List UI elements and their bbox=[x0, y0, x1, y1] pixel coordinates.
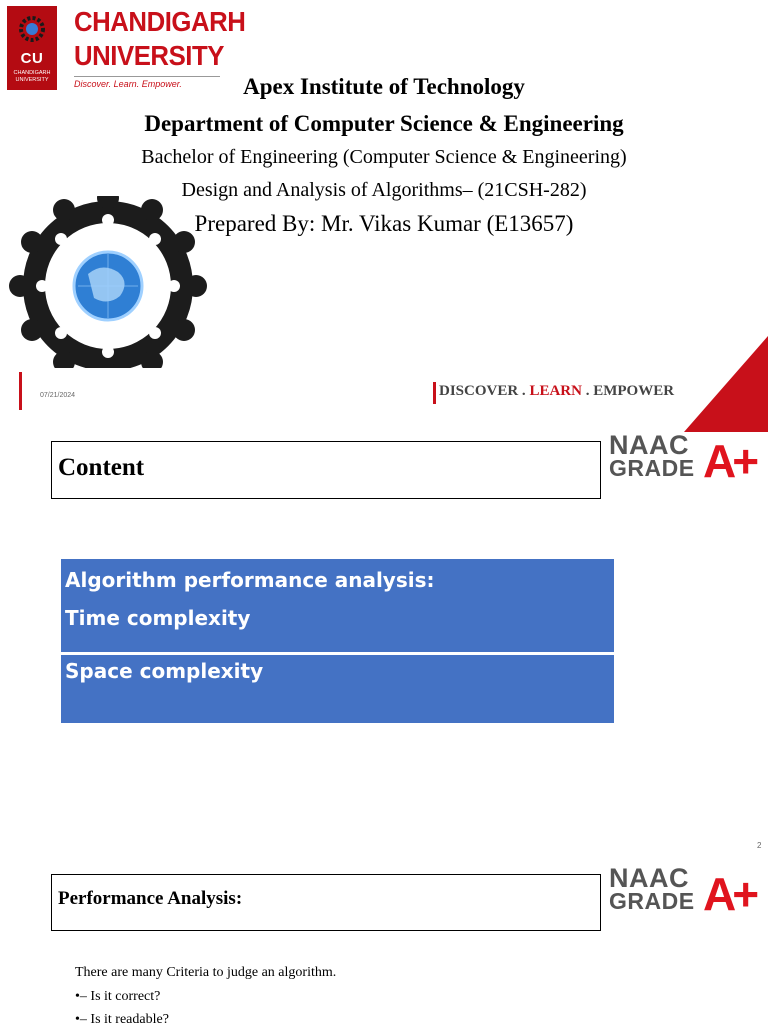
course-name: Design and Analysis of Algorithms– (21CSH-282) bbox=[181, 179, 587, 201]
naac-word: NAAC bbox=[609, 432, 689, 460]
slide-title: Performance Analysis: bbox=[58, 888, 243, 909]
content-box-space bbox=[61, 655, 614, 723]
intro-text: There are many Criteria to judge an algorithm. bbox=[75, 965, 337, 980]
degree-name: Bachelor of Engineering (Computer Science & Engineering) bbox=[141, 146, 627, 168]
title-box bbox=[51, 441, 601, 499]
institute-name: Apex Institute of Technology bbox=[243, 74, 525, 99]
content-item: Space complexity bbox=[65, 659, 264, 683]
brand-tagline: Discover. Learn. Empower. bbox=[74, 79, 182, 89]
title-box bbox=[51, 874, 601, 931]
page-number: 2 bbox=[757, 841, 762, 850]
grade-mark: A+ bbox=[703, 435, 756, 487]
accent-bar bbox=[19, 372, 22, 410]
footer-tagline bbox=[439, 383, 674, 400]
grade-word: GRADE bbox=[609, 888, 695, 914]
grade-mark: A+ bbox=[703, 868, 756, 920]
content-slide bbox=[0, 432, 768, 864]
corner-triangle-decoration bbox=[684, 336, 768, 432]
naac-grade-logo bbox=[609, 864, 756, 920]
logo-subtext: CHANDIGARH UNIVERSITY bbox=[13, 70, 51, 83]
brand-name-line1: CHANDIGARH bbox=[74, 6, 246, 37]
title-slide bbox=[0, 0, 768, 432]
content-item: Algorithm performance analysis: bbox=[65, 568, 435, 592]
performance-slide bbox=[0, 864, 768, 1024]
grade-word: GRADE bbox=[609, 455, 695, 481]
tagline-empower: . EMPOWER bbox=[581, 383, 675, 399]
bullet-item: •– Is it correct? bbox=[75, 989, 161, 1004]
prepared-by: Prepared By: Mr. Vikas Kumar (E13657) bbox=[194, 211, 574, 236]
logo-abbr: CU bbox=[20, 50, 44, 67]
tagline-discover: DISCOVER . bbox=[439, 383, 530, 399]
brand-name-line2: UNIVERSITY bbox=[74, 40, 224, 71]
department-name: Department of Computer Science & Engineering bbox=[144, 111, 624, 136]
bullet-item: •– Is it readable? bbox=[75, 1012, 169, 1024]
tagline-learn: LEARN bbox=[529, 383, 582, 399]
gear-globe-icon bbox=[4, 196, 214, 368]
content-item: Time complexity bbox=[65, 606, 251, 630]
gear-globe-icon bbox=[17, 12, 47, 46]
naac-grade-logo bbox=[609, 432, 756, 487]
content-box-time bbox=[61, 559, 614, 652]
naac-word: NAAC bbox=[609, 864, 689, 893]
slide-date: 07/21/2024 bbox=[40, 392, 76, 399]
slide-title: Content bbox=[58, 454, 145, 481]
accent-bar bbox=[433, 382, 436, 404]
